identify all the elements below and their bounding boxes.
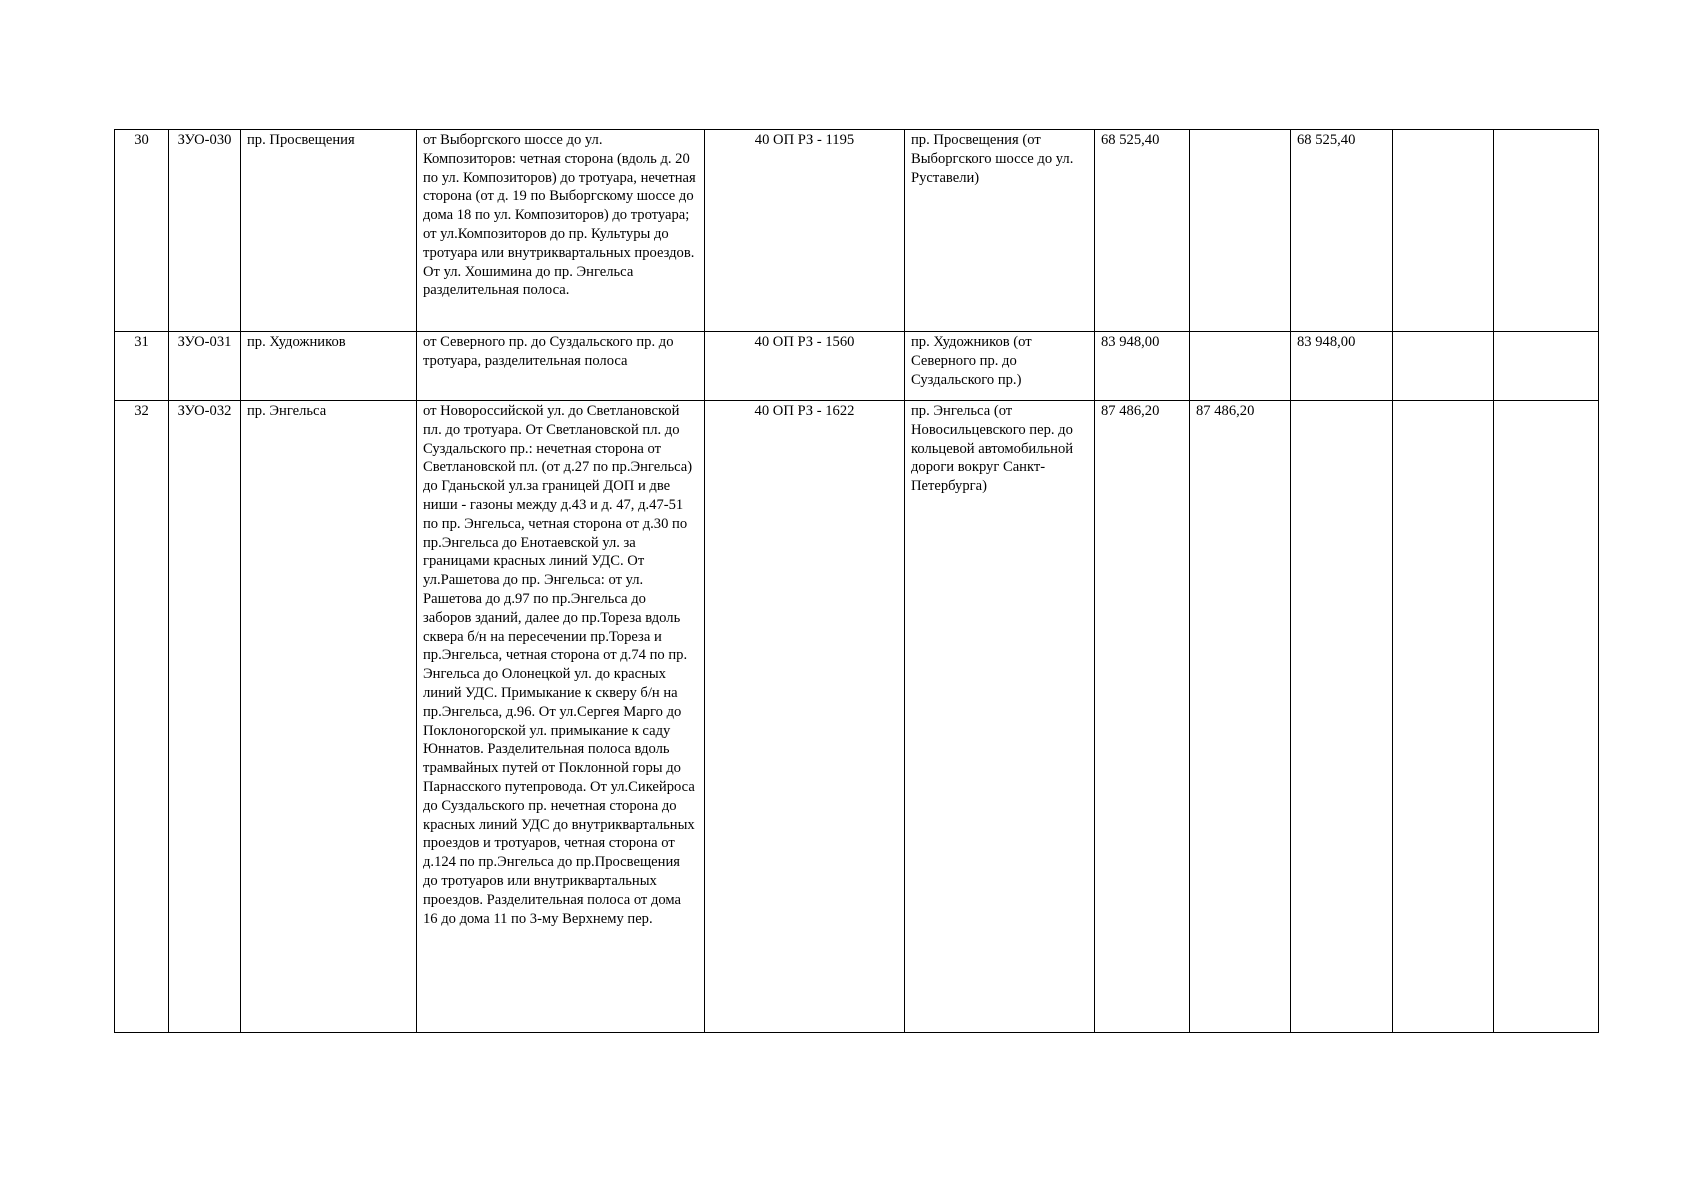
- plot-code: ЗУО-031: [169, 332, 241, 401]
- street-name: пр. Просвещения: [241, 130, 417, 332]
- road-name: пр. Энгельса (от Новосильцевского пер. до кольцевой автомобильной дороги вокруг Санкт-Петербурга): [905, 401, 1095, 1033]
- area-value: 68 525,40: [1095, 130, 1190, 332]
- area-value: 83 948,00: [1291, 332, 1393, 401]
- boundary-description: от Новороссийской ул. до Светлановской пл. до тротуара. От Светлановской пл. до Суздальского пр.: нечетная сторона от Светлановской пл. (от д.27 по пр.Энгельса) до Гданьской ул.за границей ДОП и две ниши - газоны между д.43 и д. 47, д.47-51 по пр. Энгельса, четная сторона от д.30 по пр.Энгельса до Енотаевской ул. за границами красных линий УДС. От ул.Рашетова до пр. Энгельса: от ул. Рашетова до д.97 по пр.Энгельса до заборов зданий, далее до пр.Тореза вдоль сквера б/н на пересечении пр.Тореза и пр.Энгельса, четная сторона от д.74 по пр. Энгельса до Олонецкой ул. до красных линий УДС. Примыкание к скверу б/н на пр.Энгельса, д.96. От ул.Сергея Марго до Поклоногорской ул. примыкание к саду Юннатов. Разделительная полоса вдоль трамвайных путей от Поклонной горы до Парнасского путепровода. От ул.Сикейроса до Суздальского пр. нечетная сторона до красных линий УДС до внутриквартальных проездов и тротуаров, четная сторона от д.124 по пр.Энгельса до пр.Просвещения до тротуаров или внутриквартальных проездов. Разделительная полоса от дома 16 до дома 11 по 3-му Верхнему пер.: [417, 401, 705, 1033]
- plot-code: ЗУО-030: [169, 130, 241, 332]
- row-number: 32: [115, 401, 169, 1033]
- area-value: [1494, 130, 1599, 332]
- table-row: [115, 130, 1599, 332]
- area-value: [1393, 401, 1494, 1033]
- row-number: 31: [115, 332, 169, 401]
- area-value: [1190, 332, 1291, 401]
- road-registry-number: 40 ОП РЗ - 1622: [705, 401, 905, 1033]
- road-registry-number: 40 ОП РЗ - 1560: [705, 332, 905, 401]
- area-value: 83 948,00: [1095, 332, 1190, 401]
- road-registry-number: 40 ОП РЗ - 1195: [705, 130, 905, 332]
- road-name: пр. Просвещения (от Выборгского шоссе до ул. Руставели): [905, 130, 1095, 332]
- area-value: [1291, 401, 1393, 1033]
- area-value: 68 525,40: [1291, 130, 1393, 332]
- area-value: [1494, 401, 1599, 1033]
- street-name: пр. Энгельса: [241, 401, 417, 1033]
- area-value: [1190, 130, 1291, 332]
- boundary-description: от Северного пр. до Суздальского пр. до тротуара, разделительная полоса: [417, 332, 705, 401]
- table-row: [115, 401, 1599, 1033]
- area-value: 87 486,20: [1095, 401, 1190, 1033]
- table-row: [115, 332, 1599, 401]
- area-value: [1393, 332, 1494, 401]
- road-name: пр. Художников (от Северного пр. до Суздальского пр.): [905, 332, 1095, 401]
- land-plots-table: [114, 129, 1599, 1033]
- row-number: 30: [115, 130, 169, 332]
- boundary-description: от Выборгского шоссе до ул. Композиторов: четная сторона (вдоль д. 20 по ул. Композиторов) до тротуара, нечетная сторона (от д. 19 по Выборгскому шоссе до дома 18 по ул. Композиторов) до тротуара; от ул.Композиторов до пр. Культуры до тротуара или внутриквартальных проездов. От ул. Хошимина до пр. Энгельса разделительная полоса.: [417, 130, 705, 332]
- plot-code: ЗУО-032: [169, 401, 241, 1033]
- area-value: [1393, 130, 1494, 332]
- area-value: 87 486,20: [1190, 401, 1291, 1033]
- area-value: [1494, 332, 1599, 401]
- street-name: пр. Художников: [241, 332, 417, 401]
